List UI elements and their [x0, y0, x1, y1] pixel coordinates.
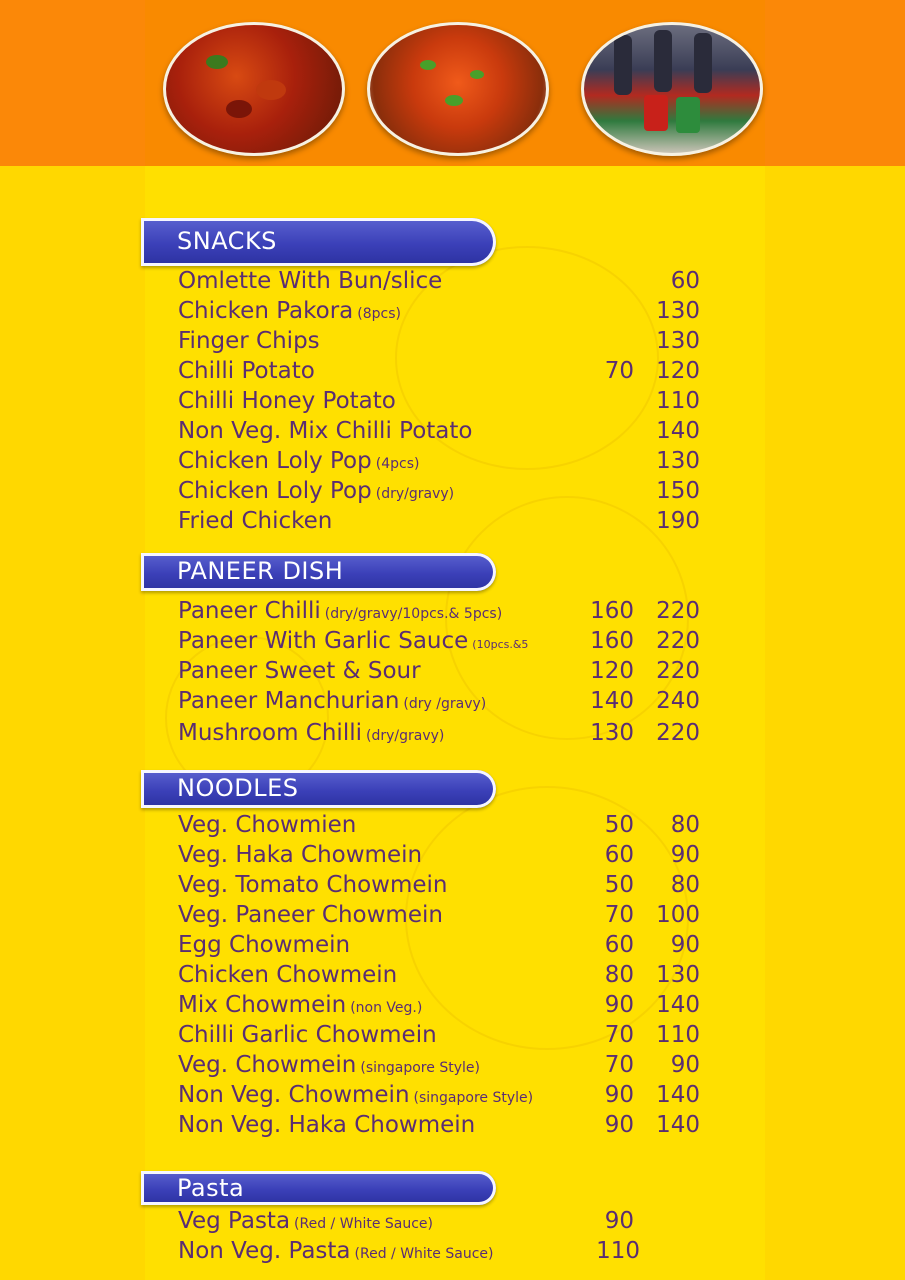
menu-item: Egg Chowmein 60 90	[178, 932, 700, 958]
menu-item: Non Veg. Pasta (Red / White Sauce) 110	[178, 1238, 640, 1264]
menu-item: Non Veg. Haka Chowmein 90 140	[178, 1112, 700, 1138]
section-header-noodles	[141, 770, 496, 808]
section-header-paneer-dish	[141, 553, 496, 591]
section-title: Pasta	[177, 1174, 245, 1202]
menu-item: Finger Chips 130	[178, 328, 700, 354]
menu-item: Mix Chowmein (non Veg.) 90 140	[178, 992, 700, 1018]
menu-item: Veg. Chowmien 50 80	[178, 812, 700, 838]
section-title: PANEER DISH	[177, 557, 344, 585]
menu-item: Veg. Tomato Chowmein 50 80	[178, 872, 700, 898]
menu-item: Chicken Chowmein 80 130	[178, 962, 700, 988]
section-title: NOODLES	[177, 774, 299, 802]
section-header-snacks	[141, 218, 496, 266]
menu-item: Non Veg. Mix Chilli Potato 140	[178, 418, 700, 444]
menu-item: Paneer Chilli (dry/gravy/10pcs.& 5pcs) 160 220	[178, 598, 700, 624]
menu-item: Veg. Chowmein (singapore Style) 70 90	[178, 1052, 700, 1078]
menu-item: Paneer Manchurian (dry /gravy) 140 240	[178, 688, 700, 714]
drinks-photo-soft-drinks	[581, 22, 763, 156]
menu-item: Chicken Loly Pop (4pcs) 130	[178, 448, 700, 474]
menu-item: Omlette With Bun/slice 60	[178, 268, 700, 294]
menu-item: Paneer With Garlic Sauce (10pcs.&5 160 220	[178, 628, 700, 654]
section-header-pasta	[141, 1171, 496, 1205]
food-photo-chilli-potato	[163, 22, 345, 156]
food-photo-paneer-chilli	[367, 22, 549, 156]
section-title: SNACKS	[177, 227, 277, 255]
menu-item: Paneer Sweet & Sour 120 220	[178, 658, 700, 684]
menu-item: Chicken Pakora (8pcs) 130	[178, 298, 700, 324]
menu-item: Non Veg. Chowmein (singapore Style) 90 140	[178, 1082, 700, 1108]
menu-item: Chicken Loly Pop (dry/gravy) 150	[178, 478, 700, 504]
menu-item: Fried Chicken 190	[178, 508, 700, 534]
menu-item: Veg. Haka Chowmein 60 90	[178, 842, 700, 868]
menu-item: Veg. Paneer Chowmein 70 100	[178, 902, 700, 928]
menu-item: Mushroom Chilli (dry/gravy) 130 220	[178, 720, 700, 746]
menu-item: Veg Pasta (Red / White Sauce) 90	[178, 1208, 634, 1234]
header-band	[0, 0, 905, 166]
menu-item: Chilli Potato 70 120	[178, 358, 700, 384]
menu-item: Chilli Garlic Chowmein 70 110	[178, 1022, 700, 1048]
menu-item: Chilli Honey Potato 110	[178, 388, 700, 414]
